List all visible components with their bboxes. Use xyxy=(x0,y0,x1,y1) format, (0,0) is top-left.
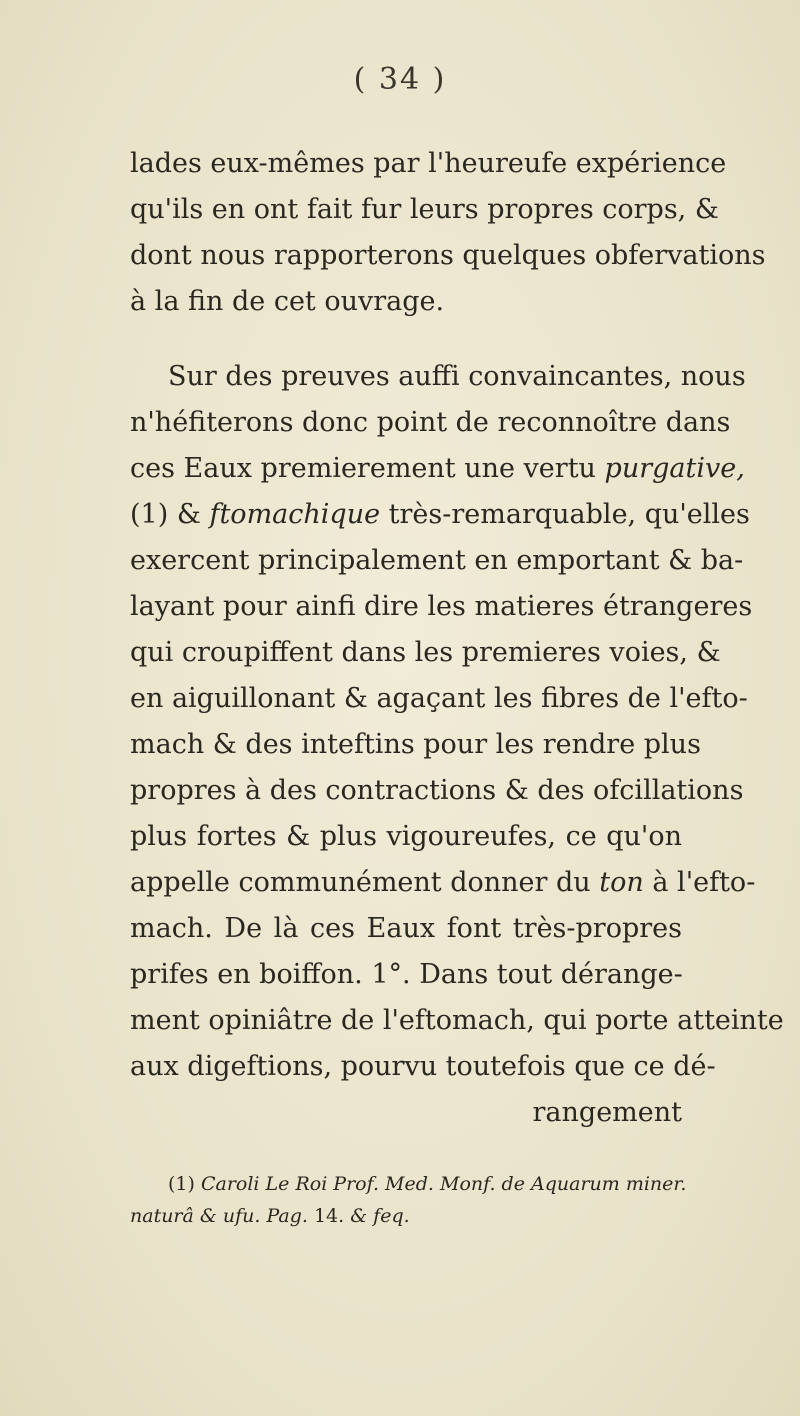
text-segment: très-remarquable, qu'elles xyxy=(388,499,750,530)
emphasis-stomachique: ftomachique xyxy=(209,499,381,530)
text-line: qu'ils en ont fait fur leurs propres corps, & xyxy=(130,194,719,225)
text-line: en aiguillonant & agaçant les fibres de l'efto- xyxy=(130,683,748,714)
emphasis-ton: ton xyxy=(599,867,644,898)
text-line: prifes en boiffon. 1°. Dans tout dérange- xyxy=(130,959,683,990)
footnote-page-label: Pag. xyxy=(266,1205,308,1227)
text-line: plus fortes & plus vigoureufes, ce qu'on xyxy=(130,821,682,852)
text-line: exercent principalement en emportant & ba- xyxy=(130,545,744,576)
text-line: ment opiniâtre de l'eftomach, qui porte atteinte xyxy=(130,1005,784,1036)
text-line: propres à des contractions & des ofcillations xyxy=(130,775,744,806)
text-line: mach & des inteftins pour les rendre plus xyxy=(130,729,701,760)
text-line xyxy=(130,499,750,530)
text-line: dont nous rapporterons quelques obfervations xyxy=(130,240,766,271)
text-line: layant pour ainfi dire les matieres étrangeres xyxy=(130,591,753,622)
text-line: qui croupiffent dans les premieres voies, & xyxy=(130,637,721,668)
footnote-reference: (1) & xyxy=(130,499,201,530)
footnote-citation: naturâ & ufu. xyxy=(130,1205,261,1227)
text-line: lades eux-mêmes par l'heureufe expérience xyxy=(130,148,727,179)
text-line: n'héfiterons donc point de reconnoître dans xyxy=(130,407,731,438)
text-line xyxy=(130,453,745,484)
footnote-line xyxy=(130,1207,682,1226)
text-line: aux digeftions, pourvu toutefois que ce dé- xyxy=(130,1051,716,1082)
text-segment: à l'efto- xyxy=(652,867,756,898)
footnote-marker: (1) xyxy=(168,1173,195,1195)
footnote-page-number: 14. xyxy=(313,1205,345,1227)
footnote-citation: Caroli Le Roi Prof. Med. Monf. de Aquarum miner. xyxy=(200,1173,687,1195)
page-number-header: ( 34 ) xyxy=(353,62,447,97)
text-segment: ces Eaux premierement une vertu xyxy=(130,453,596,484)
emphasis-purgative: purgative, xyxy=(604,453,745,484)
text-line: à la fin de cet ouvrage. xyxy=(130,286,445,317)
footnote-sequel: & feq. xyxy=(350,1205,410,1227)
text-line: mach. De là ces Eaux font très-propres xyxy=(130,913,682,944)
text-line: Sur des preuves auffi convaincantes, nous xyxy=(168,361,746,392)
text-line xyxy=(130,867,756,898)
catchword: rangement xyxy=(532,1097,682,1128)
text-segment: appelle communément donner du xyxy=(130,867,591,898)
footnote-line xyxy=(168,1173,687,1195)
